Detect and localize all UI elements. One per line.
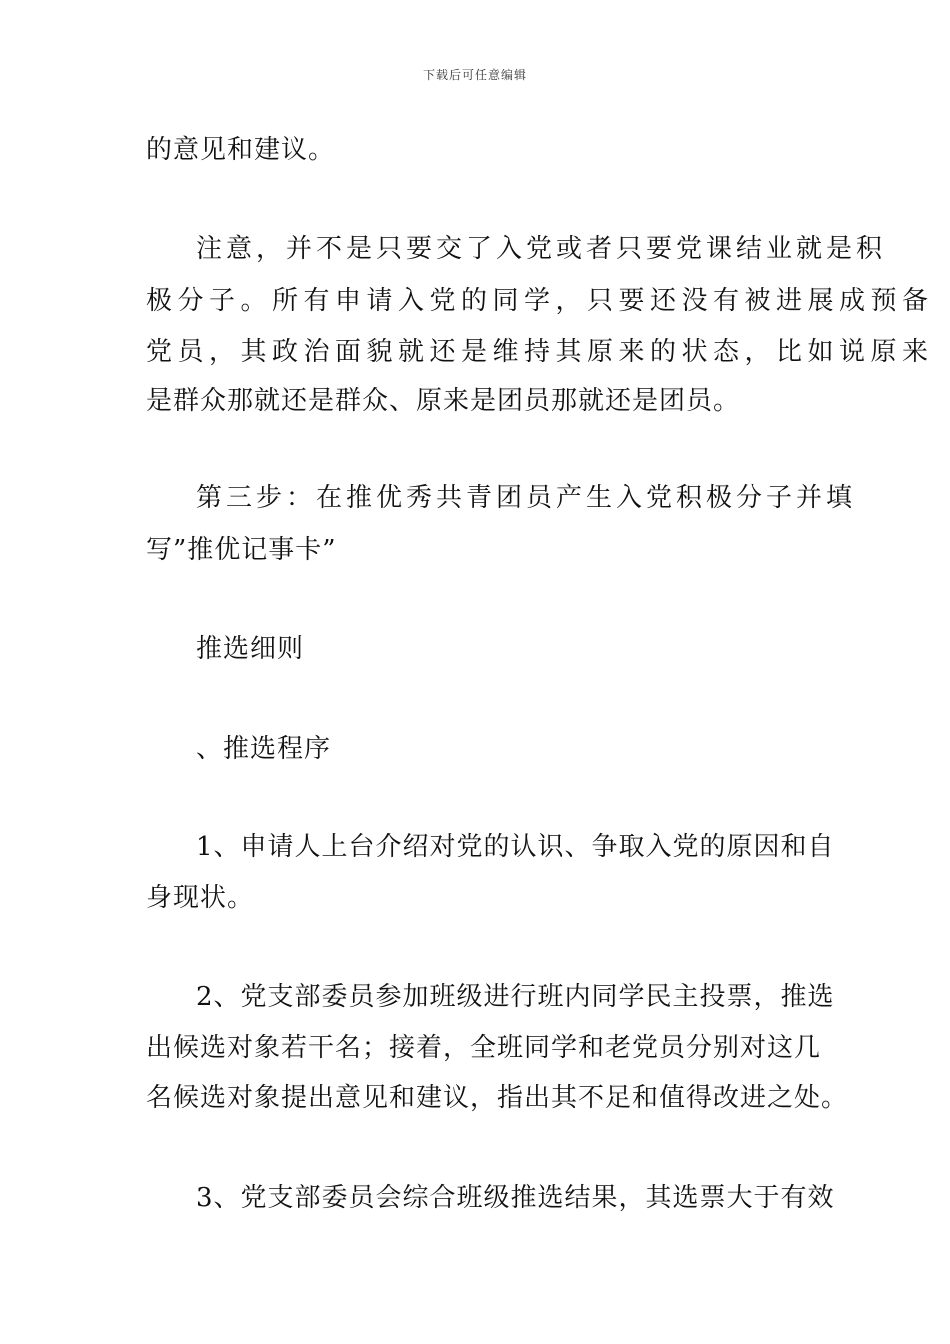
text-line: 3、党支部委员会综合班级推选结果，其选票大于有效 — [196, 1183, 835, 1213]
text-line: 身现状。 — [146, 883, 255, 913]
page-header: 下载后可任意编辑 — [422, 68, 527, 82]
text-line: 第三步：在推优秀共青团员产生入党积极分子并填 — [196, 483, 857, 513]
text-line: 名候选对象提出意见和建议，指出其不足和值得改进之处。 — [146, 1083, 849, 1113]
text-line: 出候选对象若干名；接着，全班同学和老党员分别对这几 — [146, 1033, 822, 1063]
text-line: 极分子。所有申请入党的同学，只要还没有被进展成预备 — [146, 286, 934, 316]
text-line: 注意，并不是只要交了入党或者只要党课结业就是积 — [196, 234, 887, 264]
text-line: 推选细则 — [196, 634, 305, 664]
text-line: 写”推优记事卡” — [146, 535, 337, 565]
text-line: 是群众那就还是群众、原来是团员那就还是团员。 — [146, 386, 741, 416]
text-line: 的意见和建议。 — [146, 135, 336, 165]
text-line: 、推选程序 — [196, 734, 332, 764]
text-line: 1、申请人上台介绍对党的认识、争取入党的原因和自 — [196, 832, 835, 862]
text-line: 2、党支部委员参加班级进行班内同学民主投票，推选 — [196, 982, 835, 1012]
text-line: 党员，其政治面貌就还是维持其原来的状态，比如说原来 — [146, 337, 934, 367]
